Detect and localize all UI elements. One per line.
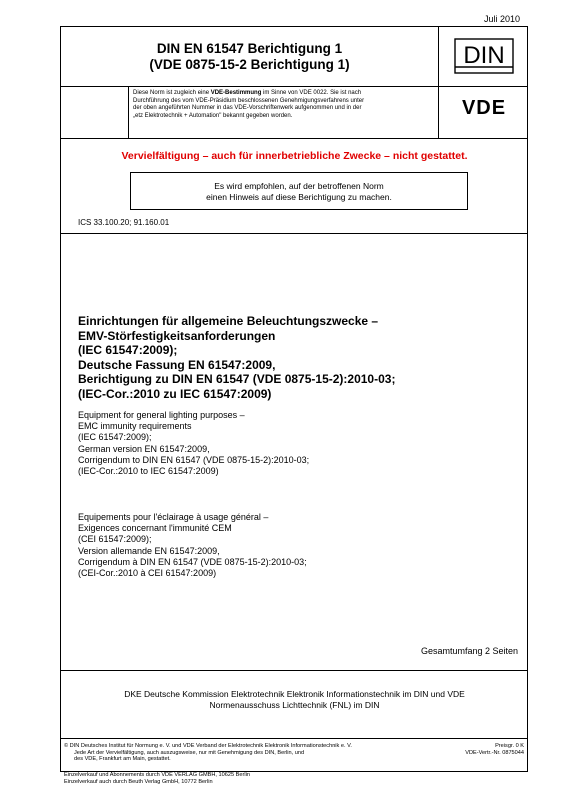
- german-title: [78, 314, 395, 402]
- french-title-line: Version allemande EN 61547:2009,: [78, 545, 220, 556]
- publication-date: Juli 2010: [483, 14, 520, 24]
- din-logo-text: DIN: [463, 42, 505, 69]
- standard-number: DIN EN 61547 Berichtigung 1: [156, 41, 343, 56]
- logo-column-divider: [438, 26, 439, 138]
- english-title-line: German version EN 61547:2009,: [78, 443, 210, 454]
- french-title-line: Corrigendum à DIN EN 61547 (VDE 0875-15-2):2010-03;: [78, 556, 307, 567]
- price-group: Preisgr. 0 K: [495, 743, 524, 749]
- din-logo-icon: [454, 38, 514, 74]
- english-title-line: Corrigendum to DIN EN 61547 (VDE 0875-15-2):2010-03;: [78, 454, 310, 465]
- english-title-line: Equipment for general lighting purposes –: [78, 410, 245, 420]
- dke-committee: [61, 689, 528, 711]
- vde-logo-text: VDE: [461, 97, 507, 118]
- vde-order-number: VDE-Vertr.-Nr. 0875044: [465, 749, 524, 756]
- vde-classification: (VDE 0875-15-2 Berichtigung 1): [149, 57, 350, 72]
- copyright-line: © DIN Deutsches Institut für Normung e. V. und VDE Verband der Elektrotechnik Elektronik Informationstechnik e. V.: [64, 743, 352, 749]
- reproduction-warning: Vervielfältigung – auch für innerbetriebliche Zwecke – nicht gestattet.: [121, 150, 468, 162]
- french-title: [78, 512, 307, 579]
- notice-left-divider: [128, 86, 129, 138]
- french-title-line: (CEI-Cor.:2010 à CEI 61547:2009): [78, 568, 217, 579]
- sales-line: Einzelverkauf auch durch Beuth Verlag GmbH, 10772 Berlin: [64, 779, 213, 785]
- notice-line: der oben angeführten Nummer in das VDE-Vorschriftenwerk aufgenommen und in der: [133, 105, 362, 112]
- recommendation-line: Es wird empfohlen, auf der betroffenen Norm: [214, 181, 384, 191]
- german-title-line: Berichtigung zu DIN EN 61547 (VDE 0875-15-2):2010-03;: [78, 372, 396, 387]
- english-title-line: (IEC-Cor.:2010 to IEC 61547:2009): [78, 466, 219, 477]
- copyright-line: Jede Art der Vervielfältigung, auch auszugsweise, nur mit Genehmigung des DIN, Berlin, und: [74, 749, 305, 756]
- recommendation-line: einen Hinweis auf diese Berichtigung zu machen.: [206, 192, 392, 202]
- copyright-notice: [64, 743, 424, 763]
- sales-line: Einzelverkauf und Abonnements durch VDE VERLAG GMBH, 10625 Berlin: [64, 772, 250, 778]
- vde-notice: [133, 90, 433, 120]
- french-title-line: Equipements pour l'éclairage à usage général –: [78, 512, 269, 522]
- ics-code: ICS 33.100.20; 91.160.01: [78, 218, 170, 227]
- dke-line: DKE Deutsche Kommission Elektrotechnik Elektronik Informationstechnik im DIN und VDE: [124, 689, 465, 699]
- german-title-line: Deutsche Fassung EN 61547:2009,: [78, 357, 276, 372]
- sales-info: [64, 772, 250, 786]
- price-info: [430, 743, 524, 756]
- notice-line1-rest: im Sinne von VDE 0022. Sie ist nach: [261, 90, 362, 96]
- german-title-line: Einrichtungen für allgemeine Beleuchtungszwecke –: [78, 314, 379, 328]
- notice-line: „etz Elektrotechnik + Automation" bekannt gegeben worden.: [133, 112, 293, 119]
- french-title-line: Exigences concernant l'immunité CEM: [78, 523, 232, 534]
- notice-bold: VDE-Bestimmung: [210, 90, 262, 96]
- english-title-line: EMC immunity requirements: [78, 421, 192, 432]
- english-title-line: (IEC 61547:2009);: [78, 432, 152, 443]
- german-title-line: (IEC 61547:2009);: [78, 343, 178, 358]
- notice-line: Durchführung des vom VDE-Präsidium beschlossenen Genehmigungsverfahrens unter: [133, 97, 365, 104]
- page-count: Gesamtumfang 2 Seiten: [420, 646, 518, 656]
- vde-logo-icon: [451, 96, 517, 118]
- recommendation-box: [130, 172, 468, 210]
- dke-line: Normenausschuss Lichttechnik (FNL) im DIN: [209, 700, 380, 710]
- german-title-line: EMV-Störfestigkeitsanforderungen: [78, 328, 276, 343]
- notice-prefix: Diese Norm ist zugleich eine: [133, 90, 211, 96]
- ics-divider: [60, 233, 528, 234]
- french-title-line: (CEI 61547:2009);: [78, 534, 152, 545]
- german-title-line: (IEC-Cor.:2010 zu IEC 61547:2009): [78, 386, 272, 401]
- scope-divider: [60, 670, 528, 671]
- notice-divider: [60, 138, 528, 139]
- dke-divider: [60, 738, 528, 739]
- copyright-line: des VDE, Frankfurt am Main, gestattet.: [74, 756, 171, 763]
- header-divider: [60, 86, 528, 87]
- standard-title: [61, 27, 438, 86]
- english-title: [78, 410, 309, 477]
